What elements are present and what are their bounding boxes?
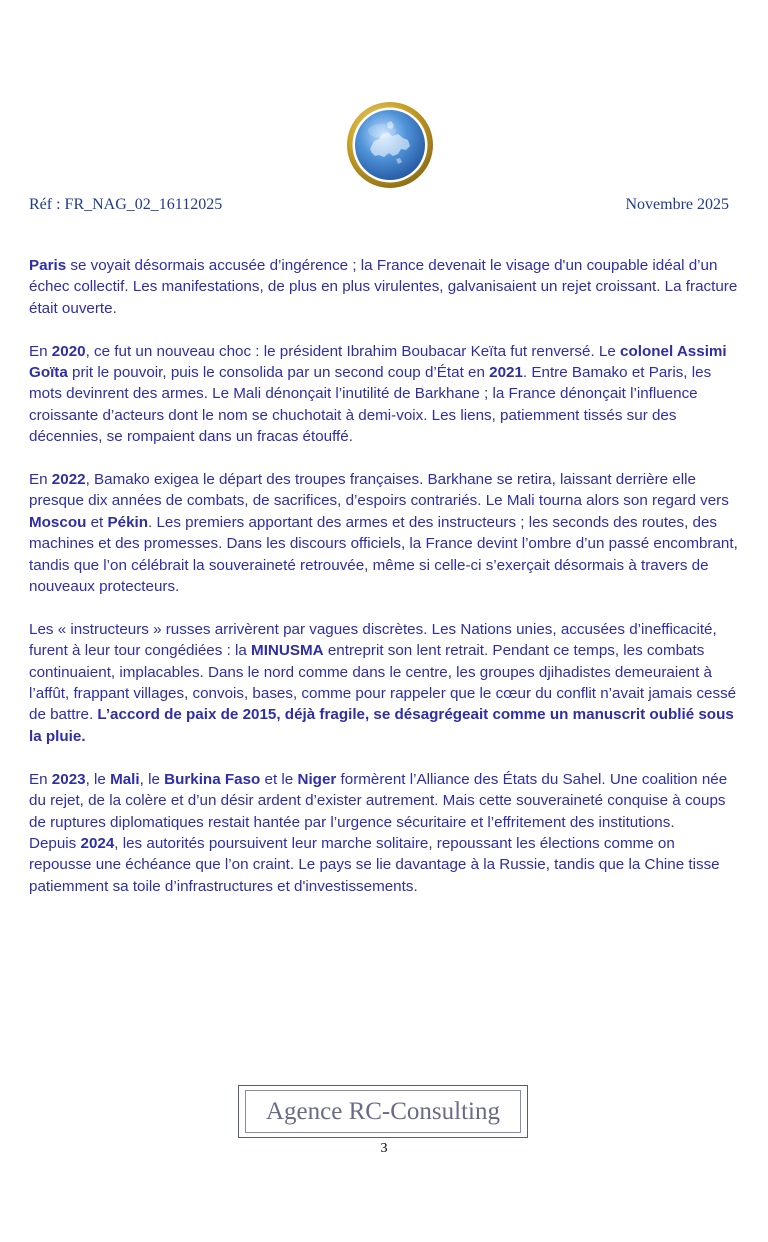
document-body — [29, 255, 741, 919]
body-text: se voyait désormais accusée d’ingérence ; la France devenait le visage d'un coupable idéal d’un échec collectif. Les manifestations, de plus en plus virulentes, galvanisaient un rejet croissant. La fracture était ouverte. — [29, 257, 738, 317]
bold-text: 2020 — [51, 342, 86, 360]
body-text: . Entre Bamako et Paris, les mots devinrent des armes. Le Mali dénonçait l’inutilité de Barkhane ; la France dénonçait l’influence croissante d’acteurs dont le nom se chuchotait à demi-voix. Les liens, patiemment tissés sur des décennies, se rompaient dans un fracas étouffé. — [29, 364, 712, 446]
paragraph-2 — [29, 341, 741, 448]
document-date: Novembre 2025 — [625, 196, 729, 213]
bold-text: Mali — [110, 770, 140, 788]
body-text: prit le pouvoir, puis le consolida par un second coup d’État en — [67, 364, 490, 382]
body-text: , le — [139, 770, 165, 788]
paragraph-1 — [29, 255, 741, 319]
bold-text: Pékin — [107, 513, 149, 531]
body-text: formèrent l’Alliance des États du Sahel. Une coalition née du rejet, de la colère et d’un désir ardent d’exister autrement. Mais cette souveraineté conquise à coups de ruptures diplomatiques restait hantée par l’urgence sécuritaire et l’effritement des institutions. — [29, 770, 728, 831]
bold-text: 2023 — [51, 770, 86, 788]
body-text: En — [29, 342, 52, 360]
bold-text: colonel Assimi Goïta — [29, 342, 727, 382]
bold-text: 2022 — [51, 471, 86, 489]
body-text: entreprit son lent retrait. Pendant ce temps, les combats continuaient, implacables. Dans le nord comme dans le centre, les groupes djihadistes demeuraient à l’affût, frappant villages, convois, bases, comme pour rappeler que le cœur du conflit n’avait jamais cessé de battre. — [29, 642, 737, 724]
bold-text: Niger — [297, 770, 337, 788]
body-text: , le — [85, 770, 111, 788]
body-text: En — [29, 770, 52, 788]
paragraph-3 — [29, 469, 741, 597]
footer-brand: Agence RC-Consulting — [245, 1090, 521, 1133]
body-text: En — [29, 471, 52, 489]
bold-text: Paris — [29, 257, 67, 274]
reference-number: Réf : FR_NAG_02_16112025 — [29, 196, 223, 213]
body-text: , ce fut un nouveau choc : le président Ibrahim Boubacar Keïta fut renversé. Le — [85, 342, 621, 360]
bold-text: Moscou — [29, 513, 87, 531]
body-text: et le — [260, 770, 298, 788]
body-text: et — [86, 513, 108, 531]
body-text: , les autorités poursuivent leur marche solitaire, repoussant les élections comme on repousse une échéance que l’on craint. Le pays se lie davantage à la Russie, tandis que la Chine tisse patiemment sa toile d’infrastructures et d'investissements. — [29, 834, 720, 895]
bold-text: MINUSMA — [251, 642, 324, 660]
bold-text: 2024 — [80, 834, 115, 852]
body-text: Les « instructeurs » russes arrivèrent par vagues discrètes. Les Nations unies, accusées d’inefficacité, furent à leur tour congédiées : la — [29, 620, 717, 660]
bold-text: 2021 — [489, 364, 523, 382]
bold-text: L’accord de paix de 2015, déjà fragile, se désagrégeait comme un manuscrit oublié sous la pluie. — [29, 706, 734, 745]
bold-text: Burkina Faso — [164, 770, 261, 788]
paragraph-5 — [29, 769, 741, 833]
body-text: , Bamako exigea le départ des troupes françaises. Barkhane se retira, laissant derrière elle presque dix années de combats, de sacrifices, d’espoirs contrariés. Le Mali tourna alors son regard vers — [29, 471, 729, 510]
paragraph-6 — [29, 833, 741, 897]
footer-brand-box — [238, 1085, 528, 1138]
body-text: Depuis — [29, 834, 81, 852]
page-number: 3 — [380, 1141, 388, 1156]
eu-map-emblem-icon — [346, 101, 434, 189]
body-text: . Les premiers apportant des armes et des instructeurs ; les seconds des routes, des machines et des promesses. Dans les discours officiels, la France devint l’ombre d’un passé encombrant, tandis que l’on célébrait la souveraineté retrouvée, même si celle-ci s’exerçait désormais à travers de nouveaux protecteurs. — [29, 513, 738, 596]
paragraph-4 — [29, 619, 741, 747]
